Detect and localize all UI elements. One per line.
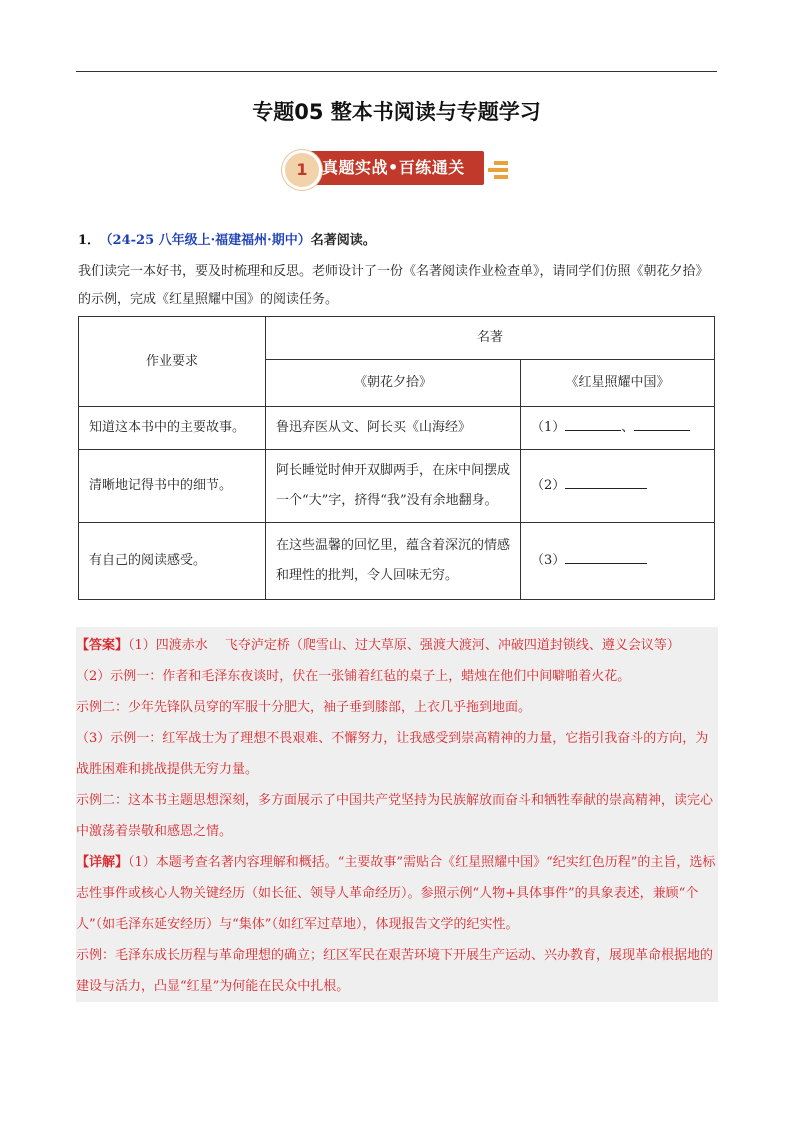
row-requirement: 知道这本书中的主要故事。	[79, 407, 266, 450]
table-row	[79, 523, 715, 600]
row-requirement: 清晰地记得书中的细节。	[79, 450, 266, 523]
blank-label: （2）	[531, 478, 566, 493]
banner-stripe	[494, 161, 508, 165]
question-heading	[78, 229, 376, 248]
row-answer-cell	[521, 407, 715, 450]
answer-blank[interactable]	[634, 416, 690, 431]
page-title: 专题05 整本书阅读与专题学习	[252, 100, 541, 124]
answer-blank[interactable]	[565, 549, 647, 564]
header-books: 名著	[266, 317, 715, 360]
answer-3: （3）示例一：红军战士为了理想不畏艰难、不懈努力，让我感受到崇高精神的力量，它指引我奋斗的方向，为战胜困难和挑战提供无穷力量。	[76, 731, 709, 777]
section-banner	[282, 149, 514, 189]
row-example: 在这些温馨的回忆里，蕴含着深沉的情感和理性的批判，令人回味无穷。	[266, 523, 521, 600]
blank-label: （1）	[531, 420, 566, 435]
banner-number: 1	[282, 150, 322, 190]
banner-label: 真题实战•百练通关	[322, 158, 465, 177]
answer-blank[interactable]	[565, 474, 647, 489]
detail-2: 示例：毛泽东成长历程与革命理想的确立；红区军民在艰苦环境下开展生产运动、兴办教育，展现革命根据地的建设与活力，凸显“红星”为何能在民众中扎根。	[76, 948, 714, 994]
question-intro: 我们读完一本好书，要及时梳理和反思。老师设计了一份《名著阅读作业检查单》，请同学们仿照《朝花夕拾》的示例，完成《红星照耀中国》的阅读任务。	[78, 264, 709, 307]
answer-box	[76, 627, 718, 1002]
row-example: 鲁迅弃医从文、阿长买《山海经》	[266, 407, 521, 450]
detail-tag: 【详解】	[76, 855, 129, 870]
task-table	[78, 316, 715, 600]
detail-line	[76, 847, 718, 940]
banner-stripe	[488, 168, 508, 172]
answer-2: （2）示例一：作者和毛泽东夜谈时，伏在一张铺着红毡的桌子上，蜡烛在他们中间噼啪着火花。	[76, 669, 631, 684]
header-book-1: 《朝花夕拾》	[266, 360, 521, 407]
row-example: 阿长睡觉时伸开双脚两手，在床中间摆成一个“大”字，挤得“我”没有余地翻身。	[266, 450, 521, 523]
table-row	[79, 450, 715, 523]
question-number: 1．	[78, 233, 101, 248]
answer-1: （1）四渡赤水 飞夺泸定桥（爬雪山、过大草原、强渡大渡河、冲破四道封锁线、遵义会议等）	[128, 638, 680, 653]
row-answer-cell	[521, 450, 715, 523]
answer-line	[76, 630, 718, 661]
banner-stripe	[494, 175, 508, 179]
row-requirement: 有自己的阅读感受。	[79, 523, 266, 600]
answer-3b: 示例二：这本书主题思想深刻，多方面展示了中国共产党坚持为民族解放而奋斗和牺牲奉献的崇高精神，读完心中激荡着崇敬和感恩之情。	[76, 793, 714, 839]
question-source: （24-25 八年级上·福建福州·期中）	[106, 233, 311, 248]
answer-2b: 示例二：少年先锋队员穿的军服十分肥大，袖子垂到膝部，上衣几乎拖到地面。	[76, 700, 532, 715]
header-rule	[76, 71, 717, 72]
header-requirement: 作业要求	[79, 317, 266, 407]
header-book-2: 《红星照耀中国》	[521, 360, 715, 407]
detail-1: （1）本题考查名著内容理解和概括。“主要故事”需贴合《红星照耀中国》“纪实红色历程”的主旨，选标志性事件或核心人物关键经历（如长征、领导人革命经历）。参照示例“人物+具体事件”的具象表述，兼顾“个人”（如毛泽东延安经历）与“集体”（如红军过草地），体现报告文学的纪实性。	[76, 855, 716, 932]
question-topic: 名著阅读。	[310, 233, 376, 248]
answer-blank[interactable]	[565, 416, 621, 431]
answer-tag: 【答案】	[76, 638, 129, 653]
blank-label: （3）	[531, 553, 566, 568]
row-answer-cell	[521, 523, 715, 600]
table-row	[79, 407, 715, 450]
blank-separator: 、	[621, 420, 635, 435]
